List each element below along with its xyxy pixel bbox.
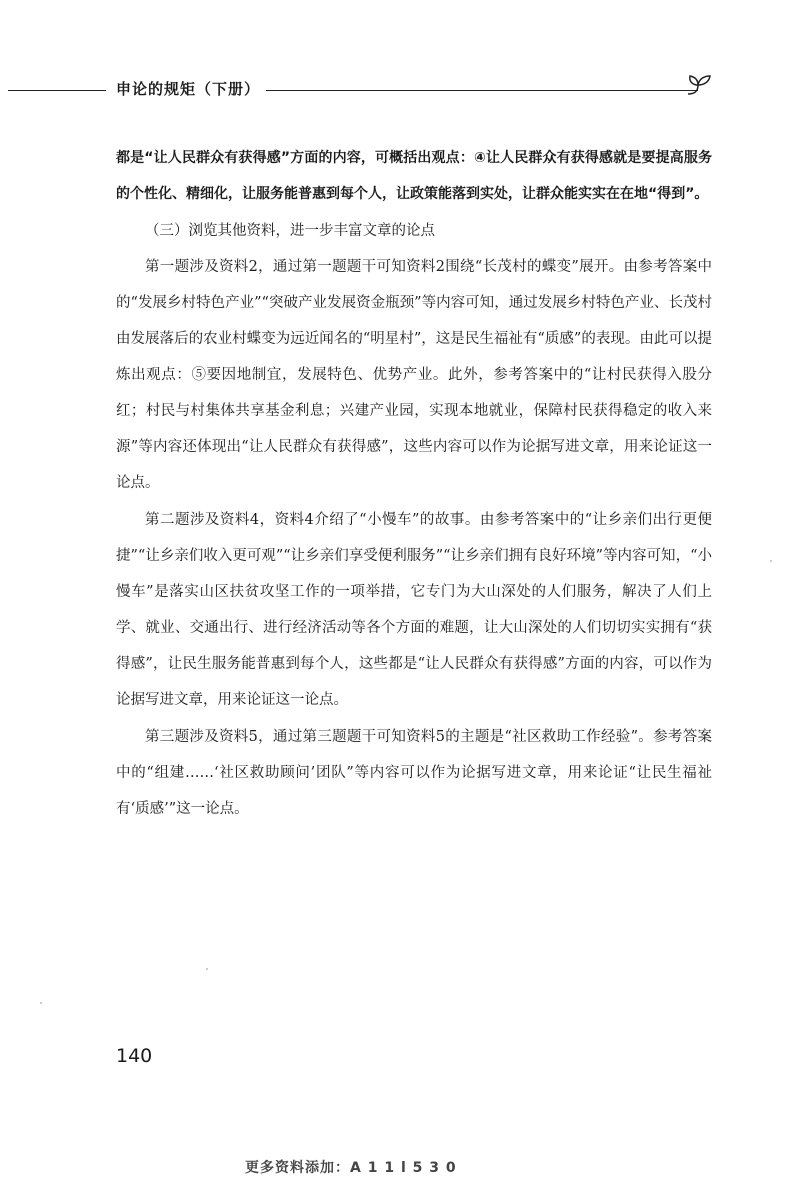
scan-speck	[40, 1002, 42, 1004]
sprout-icon	[684, 72, 714, 98]
footer-watermark-text: 更多资料添加：A 1 1 l 5 3 0	[245, 1160, 457, 1176]
paragraph-question-two: 第二题涉及资料4，资料4介绍了“小慢车”的故事。由参考答案中的“让乡亲们出行更便捷”“让乡亲们收入更可观”“让乡亲们享受便利服务”“让乡亲们拥有良好环境”等内容可知，“小慢车”是落实山区扶贫攻坚工作的一项举措，它专门为大山深处的人们服务，解决了人们上学、就业、交通出行、进行经济活动等各个方面的难题，让大山深处的人们切切实实拥有“获得感”，让民生服务能普惠到每个人，这些都是“让人民群众有获得感”方面的内容，可以作为论据写进文章，用来论证这一论点。	[116, 512, 712, 708]
header-title: 申论的规矩（下册）	[116, 80, 261, 98]
page-number: 140	[116, 1045, 153, 1067]
scan-speck	[206, 968, 208, 970]
header-rule-right	[266, 90, 698, 91]
paragraph-question-three: 第三题涉及资料5，通过第三题题干可知资料5的主题是“社区救助工作经验”。参考答案中的“组建……‘社区救助顾问’团队”等内容可以作为论据写进文章，用来论证“让民生福祉有‘质感’”这一论点。	[116, 729, 712, 817]
paragraph-continued: 都是“让人民群众有获得感”方面的内容，可概括出观点：④让人民群众有获得感就是要提高服务的个性化、精细化，让服务能普惠到每个人，让政策能落到实处，让群众能实实在在地“得到”。	[116, 150, 712, 202]
section-heading: （三）浏览其他资料，进一步丰富文章的论点	[145, 223, 435, 239]
running-header	[8, 78, 720, 102]
scan-speck	[770, 560, 772, 562]
article-body	[116, 140, 712, 827]
header-rule-left	[8, 90, 106, 91]
paragraph-question-one: 第一题涉及资料2，通过第一题题干可知资料2围绕“长茂村的蝶变”展开。由参考答案中的“发展乡村特色产业”“突破产业发展资金瓶颈”等内容可知，通过发展乡村特色产业、长茂村由发展落后的农业村蝶变为远近闻名的“明星村”，这是民生福祉有“质感”的表现。由此可以提炼出观点：⑤要因地制宜，发展特色、优势产业。此外，参考答案中的“让村民获得入股分红；村民与村集体共享基金利息；兴建产业园，实现本地就业，保障村民获得稳定的收入来源”等内容还体现出“让人民群众有获得感”，这些内容可以作为论据写进文章，用来论证这一论点。	[116, 259, 712, 491]
